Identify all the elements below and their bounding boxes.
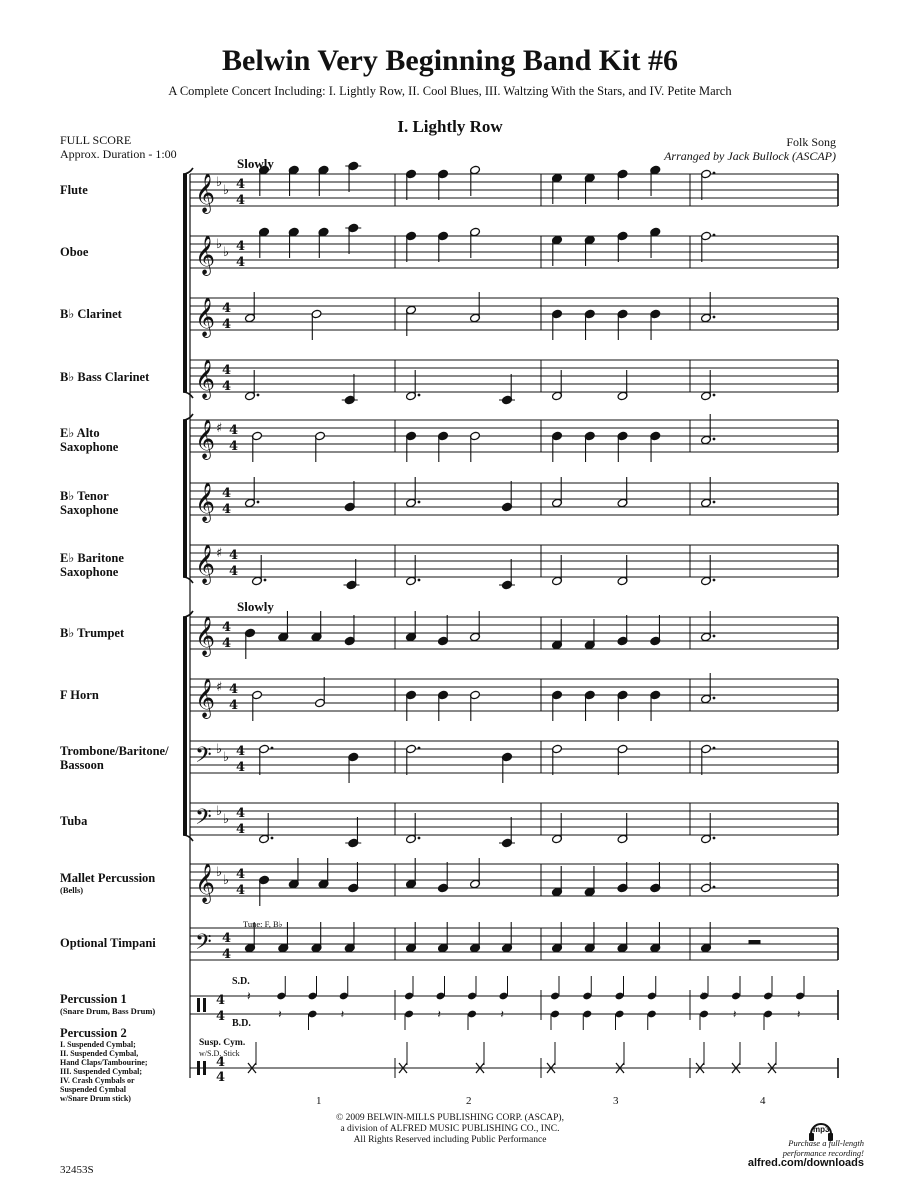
staff-7-treble-clef: 𝄞 <box>195 544 216 584</box>
staff-12-dot <box>713 886 716 889</box>
staff-10-key-signature: ♭ <box>223 750 230 765</box>
perc2-detail-6: Suspended Cymbal <box>60 1085 127 1094</box>
staff-12-key-signature: ♭ <box>223 873 230 888</box>
bass-drum-label: B.D. <box>232 1018 251 1029</box>
staff-9-time-sig-top: 4 <box>229 682 239 697</box>
staff-4-time-sig-bottom: 4 <box>222 379 232 394</box>
promo-block <box>748 1138 864 1168</box>
instrument-trombone <box>60 744 185 772</box>
instrument-tuba: Tuba <box>60 814 88 828</box>
staff-13-bass-clef: 𝄢 <box>195 930 212 960</box>
instrument-trombone-line1: Trombone/Baritone/ <box>60 744 169 758</box>
staff-3-time-sig-top: 4 <box>222 301 232 316</box>
staff-9-time-sig-bottom: 4 <box>229 698 239 713</box>
instrument-timpani: Optional Timpani <box>60 936 156 950</box>
staff-10-dot <box>271 747 274 750</box>
staff-8-treble-clef: 𝄞 <box>195 616 216 656</box>
instrument-mallet-sub: (Bells) <box>60 885 84 895</box>
staff-2-key-signature: ♭ <box>223 245 230 260</box>
staff-7-dot <box>713 579 716 582</box>
bracket-woodwinds-top <box>183 168 193 174</box>
staff-5-treble-clef: 𝄞 <box>195 419 216 459</box>
staff-5-dot <box>713 438 716 441</box>
staff-perc1-rest: 𝄽 <box>247 989 251 1003</box>
instrument-trumpet: B♭ Trumpet <box>60 626 125 640</box>
staff-3-time-sig-bottom: 4 <box>222 317 232 332</box>
staff-9-treble-clef: 𝄞 <box>195 678 216 718</box>
arranger-label: Arranged by Jack Bullock (ASCAP) <box>664 149 836 163</box>
perc2-detail-3: Hand Claps/Tambourine; <box>60 1058 148 1067</box>
staff-2-time-sig-top: 4 <box>236 239 246 254</box>
staff-11-dot <box>418 837 421 840</box>
measure-number-3: 3 <box>613 1095 619 1107</box>
staff-12-treble-clef: 𝄞 <box>195 863 216 903</box>
bracket-brass-bottom <box>183 835 193 841</box>
staff-11-bass-clef: 𝄢 <box>195 805 212 835</box>
duration-label: Approx. Duration - 1:00 <box>60 147 177 161</box>
source-label: Folk Song <box>786 135 836 149</box>
tempo-marking-woodwinds: Slowly <box>237 156 274 171</box>
staff-8-time-sig-top: 4 <box>222 620 232 635</box>
staff-10-dot <box>418 747 421 750</box>
staff-perc1-rest: 𝄽 <box>797 1008 801 1021</box>
perc2-detail-5: IV. Crash Cymbals or <box>60 1076 135 1085</box>
staff-perc2-perc-clef <box>203 1061 206 1075</box>
staff-11-dot <box>713 837 716 840</box>
staff-perc1-time-sig-bottom: 4 <box>216 1009 226 1024</box>
staff-7-key-signature: ♯ <box>216 546 223 561</box>
staff-7-dot <box>264 579 267 582</box>
staff-9-key-signature: ♯ <box>216 680 223 695</box>
instrument-bari-sax <box>60 551 185 579</box>
staff-perc1-perc-clef <box>203 998 206 1012</box>
staff-2-treble-clef: 𝄞 <box>195 235 216 275</box>
staff-perc1-rest: 𝄽 <box>278 1008 282 1021</box>
instrument-bari-sax-line2: Saxophone <box>60 565 119 579</box>
staff-7-dot <box>418 579 421 582</box>
staff-9-dot <box>713 697 716 700</box>
instrument-perc1 <box>60 992 185 1016</box>
staff-4-dot <box>257 394 260 397</box>
instrument-tenor-sax-line2: Saxophone <box>60 503 119 517</box>
promo-url-link[interactable]: alfred.com/downloads <box>747 1157 864 1169</box>
staff-5-key-signature: ♯ <box>216 421 223 436</box>
bracket-woodwinds-bottom <box>183 392 193 398</box>
staff-10-dot <box>713 747 716 750</box>
staff-10-time-sig-bottom: 4 <box>236 760 246 775</box>
staff-perc1-rest: 𝄽 <box>437 1008 441 1021</box>
tempo-marking-brass: Slowly <box>237 599 274 614</box>
measure-number-1: 1 <box>316 1095 322 1107</box>
perc2-detail-2: II. Suspended Cymbal, <box>60 1049 139 1058</box>
staff-1-time-sig-bottom: 4 <box>236 193 246 208</box>
promo-line-2: performance recording! <box>782 1148 864 1158</box>
staff-perc1-perc-clef <box>197 998 200 1012</box>
staff-3-treble-clef: 𝄞 <box>195 297 216 337</box>
staff-12-time-sig-bottom: 4 <box>236 883 246 898</box>
copyright-line-3: All Rights Reserved including Public Performance <box>353 1135 547 1145</box>
bracket-brass-top <box>183 611 193 617</box>
staff-2-key-signature: ♭ <box>216 237 223 252</box>
copyright-line-1: © 2009 BELWIN-MILLS PUBLISHING CORP. (ASCAP), <box>336 1113 564 1123</box>
page-title: Belwin Very Beginning Band Kit #6 <box>222 44 678 77</box>
snare-drum-label: S.D. <box>232 976 250 987</box>
staff-4-dot <box>418 394 421 397</box>
staff-2-dot <box>713 234 716 237</box>
staff-6-dot <box>713 501 716 504</box>
instrument-perc1-line1: Percussion 1 <box>60 992 127 1006</box>
staff-6-time-sig-top: 4 <box>222 486 232 501</box>
staff-7-time-sig-bottom: 4 <box>229 564 239 579</box>
staff-11-key-signature: ♭ <box>216 804 223 819</box>
staff-11-time-sig-bottom: 4 <box>236 822 246 837</box>
staff-4-time-sig-top: 4 <box>222 363 232 378</box>
staff-perc1-rest: 𝄽 <box>340 1008 345 1021</box>
staff-12-key-signature: ♭ <box>216 865 223 880</box>
instrument-perc2-line1: Percussion 2 <box>60 1026 127 1040</box>
staff-11-key-signature: ♭ <box>223 812 230 827</box>
staff-perc1-time-sig-top: 4 <box>216 993 226 1008</box>
copyright-line-2: a division of ALFRED MUSIC PUBLISHING CO., INC. <box>340 1124 560 1134</box>
instrument-clarinet: B♭ Clarinet <box>60 307 122 321</box>
staff-10-key-signature: ♭ <box>216 742 223 757</box>
staff-13-rest <box>749 940 761 944</box>
instrument-perc1-sub: (Snare Drum, Bass Drum) <box>60 1006 156 1016</box>
staff-7-time-sig-top: 4 <box>229 548 239 563</box>
promo-line-1: Purchase a full-length <box>788 1138 864 1148</box>
staff-perc1-rest: 𝄽 <box>733 1008 737 1021</box>
instrument-tenor-sax <box>60 489 185 517</box>
staff-4-dot <box>713 394 716 397</box>
subtitle: A Complete Concert Including: I. Lightly Row, II. Cool Blues, III. Waltzing With the Stars, and IV. Petite March <box>168 84 732 98</box>
staff-1-treble-clef: 𝄞 <box>195 173 216 213</box>
staff-13-time-sig-bottom: 4 <box>222 947 232 962</box>
staff-13-time-sig-top: 4 <box>222 931 232 946</box>
instrument-mallet <box>60 871 185 895</box>
staff-1-dot <box>713 172 716 175</box>
instrument-alto-sax <box>60 426 185 454</box>
instrument-oboe: Oboe <box>60 245 89 259</box>
staff-perc2-time-sig-top: 4 <box>216 1055 226 1070</box>
staff-1-key-signature: ♭ <box>223 183 230 198</box>
staff-perc2-perc-clef <box>197 1061 200 1075</box>
staff-10-bass-clef: 𝄢 <box>195 743 212 773</box>
perc2-detail-1: I. Suspended Cymbal; <box>60 1040 136 1049</box>
instrument-flute: Flute <box>60 183 88 197</box>
staff-5-time-sig-bottom: 4 <box>229 439 239 454</box>
staff-11-time-sig-top: 4 <box>236 806 246 821</box>
staff-11-dot <box>271 837 274 840</box>
staff-5-time-sig-top: 4 <box>229 423 239 438</box>
instrument-trombone-line2: Bassoon <box>60 758 104 772</box>
staff-8-dot <box>713 635 716 638</box>
instrument-alto-sax-line1: E♭ Alto <box>60 426 100 440</box>
movement-title: I. Lightly Row <box>397 117 503 136</box>
instrument-tenor-sax-line1: B♭ Tenor <box>60 489 109 503</box>
instrument-alto-sax-line2: Saxophone <box>60 440 119 454</box>
staff-1-time-sig-top: 4 <box>236 177 246 192</box>
staff-6-treble-clef: 𝄞 <box>195 482 216 522</box>
perc2-detail-7: w/Snare Drum stick) <box>60 1094 131 1103</box>
mp3-badge-text: mp3 <box>813 1125 830 1134</box>
measure-number-4: 4 <box>760 1095 766 1107</box>
staff-6-dot <box>418 501 421 504</box>
full-score-label: FULL SCORE <box>60 133 132 147</box>
staff-12-time-sig-top: 4 <box>236 867 246 882</box>
staff-4-treble-clef: 𝄞 <box>195 359 216 399</box>
bracket-saxophones-top <box>183 414 193 420</box>
staff-6-time-sig-bottom: 4 <box>222 502 232 517</box>
measure-number-2: 2 <box>466 1095 472 1107</box>
staff-perc2-time-sig-bottom: 4 <box>216 1070 226 1085</box>
perc2-detail-4: III. Suspended Cymbal; <box>60 1067 143 1076</box>
staff-2-time-sig-bottom: 4 <box>236 255 246 270</box>
sd-stick-label: w/S.D. Stick <box>199 1049 240 1058</box>
staff-perc1-rest: 𝄽 <box>500 1008 504 1021</box>
staff-1-key-signature: ♭ <box>216 175 223 190</box>
staff-3-dot <box>713 316 716 319</box>
staff-6-dot <box>257 501 260 504</box>
staff-8-time-sig-bottom: 4 <box>222 636 232 651</box>
instrument-mallet-line1: Mallet Percussion <box>60 871 156 885</box>
timpani-tuning: Tune: F, B♭ <box>243 919 283 929</box>
catalog-code: 32453S <box>60 1164 94 1176</box>
susp-cym-label: Susp. Cym. <box>199 1038 246 1048</box>
instrument-bass-clarinet: B♭ Bass Clarinet <box>60 370 150 384</box>
instrument-bari-sax-line1: E♭ Baritone <box>60 551 124 565</box>
instrument-horn: F Horn <box>60 688 99 702</box>
instrument-perc2 <box>60 1026 185 1103</box>
staff-10-time-sig-top: 4 <box>236 744 246 759</box>
